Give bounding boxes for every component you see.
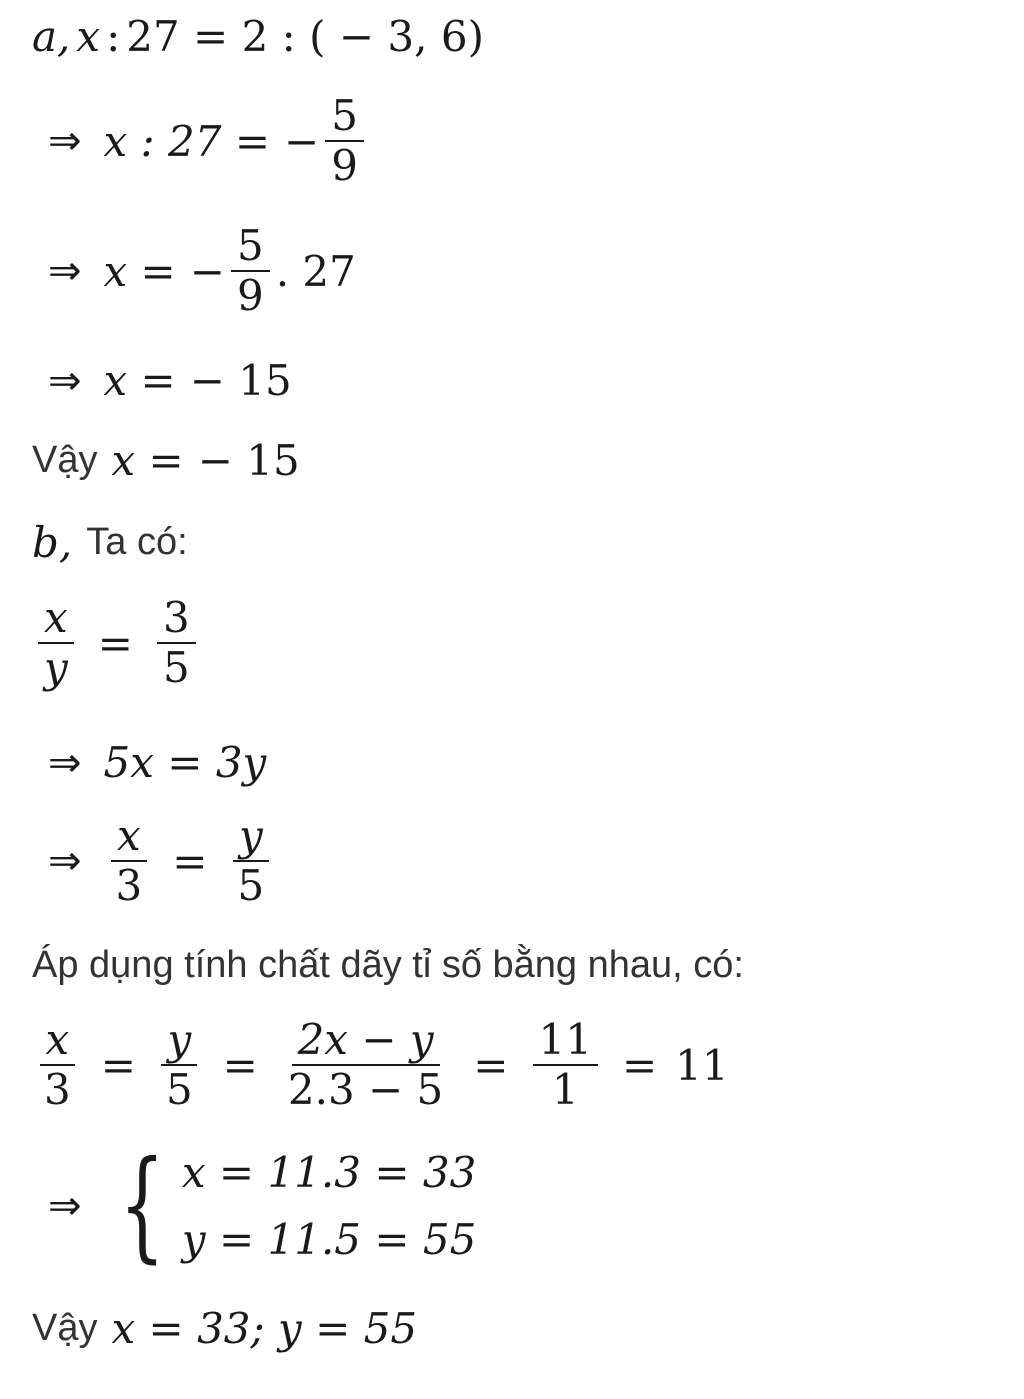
colon: : bbox=[106, 12, 121, 61]
minus-sign: − bbox=[189, 246, 225, 296]
numerator: 2x − y bbox=[292, 1016, 440, 1066]
part-b-line-2 bbox=[32, 738, 266, 787]
numerator: 5 bbox=[325, 92, 364, 142]
equals-sign: = bbox=[621, 1040, 658, 1090]
part-a-line-3 bbox=[32, 222, 356, 321]
equation-lhs: x = bbox=[103, 246, 176, 296]
fraction bbox=[110, 812, 149, 911]
header-text: Ta có: bbox=[86, 521, 188, 563]
conclusion-text: Vậy bbox=[32, 1307, 98, 1349]
conclusion-text: Vậy bbox=[32, 439, 98, 481]
denominator: 1 bbox=[551, 1065, 579, 1115]
implies-arrow: ⇒ bbox=[48, 1183, 82, 1229]
property-note bbox=[32, 944, 744, 987]
implies-arrow: ⇒ bbox=[48, 838, 82, 885]
system-row-x: x = 11.3 = 33 bbox=[181, 1148, 477, 1197]
variable-x: x bbox=[76, 12, 101, 61]
denominator: 5 bbox=[162, 643, 190, 693]
part-b-line-1 bbox=[32, 594, 202, 693]
equation-lhs: x = bbox=[103, 356, 176, 405]
equation-lhs: x = bbox=[111, 436, 184, 485]
minus-sign: − bbox=[284, 116, 320, 166]
fraction bbox=[282, 1016, 449, 1115]
equation-rhs: 27 = 2 : ( − 3, 6) bbox=[126, 12, 484, 61]
numerator: y bbox=[233, 812, 269, 862]
numerator: 11 bbox=[533, 1016, 598, 1066]
part-b-line-4 bbox=[32, 1016, 729, 1115]
implies-arrow: ⇒ bbox=[48, 357, 82, 404]
denominator: 3 bbox=[115, 861, 143, 911]
equation-system bbox=[104, 1136, 477, 1275]
system-row-y: y = 11.5 = 55 bbox=[181, 1215, 477, 1264]
implies-arrow: ⇒ bbox=[48, 248, 82, 295]
numerator: x bbox=[40, 1016, 76, 1066]
fraction bbox=[160, 1016, 199, 1115]
equation-rhs: − 15 bbox=[197, 436, 300, 485]
numerator: x bbox=[111, 812, 147, 862]
part-a-line-4 bbox=[32, 356, 292, 405]
denominator: y bbox=[44, 643, 68, 693]
note-text: Áp dụng tính chất dãy tỉ số bằng nhau, có: bbox=[32, 944, 744, 986]
part-b-system bbox=[32, 1136, 477, 1275]
part-a-line-1 bbox=[32, 12, 484, 61]
denominator: 5 bbox=[165, 1065, 193, 1115]
fraction bbox=[325, 92, 364, 191]
part-b-header bbox=[32, 518, 188, 567]
denominator: 3 bbox=[44, 1065, 71, 1115]
denominator: 9 bbox=[331, 141, 358, 191]
part-b-conclusion bbox=[32, 1304, 417, 1353]
fraction bbox=[157, 594, 196, 693]
equals-sign: = bbox=[473, 1040, 509, 1090]
denominator: 2.3 − 5 bbox=[287, 1065, 444, 1115]
multiplier: . 27 bbox=[275, 246, 356, 296]
fraction bbox=[38, 1016, 77, 1115]
part-a-label: a, bbox=[32, 12, 71, 61]
equals-sign: = bbox=[222, 1040, 258, 1090]
fraction bbox=[533, 1016, 598, 1115]
final-answer: x = 33; y = 55 bbox=[111, 1304, 418, 1353]
numerator: x bbox=[38, 594, 74, 644]
result-value: 11 bbox=[675, 1040, 729, 1090]
part-a-conclusion bbox=[32, 436, 300, 485]
fraction bbox=[231, 222, 270, 321]
equation-rhs: − 15 bbox=[189, 356, 292, 405]
left-brace-icon: { bbox=[118, 1136, 165, 1275]
equation-lhs: x : 27 = bbox=[103, 116, 271, 166]
part-a-line-2 bbox=[32, 92, 370, 191]
numerator: 3 bbox=[157, 594, 196, 644]
implies-arrow: ⇒ bbox=[48, 739, 82, 786]
fraction bbox=[38, 594, 74, 693]
equals-sign: = bbox=[97, 618, 133, 668]
equals-sign: = bbox=[172, 836, 208, 886]
equals-sign: = bbox=[100, 1040, 136, 1090]
numerator: y bbox=[161, 1016, 197, 1066]
fraction bbox=[231, 812, 270, 911]
part-b-line-3 bbox=[32, 812, 276, 911]
part-b-label: b, bbox=[32, 518, 73, 567]
equation: 5x = 3y bbox=[103, 738, 267, 787]
numerator: 5 bbox=[231, 222, 270, 272]
denominator: 5 bbox=[237, 861, 265, 911]
implies-arrow: ⇒ bbox=[48, 118, 82, 165]
denominator: 9 bbox=[236, 271, 264, 321]
